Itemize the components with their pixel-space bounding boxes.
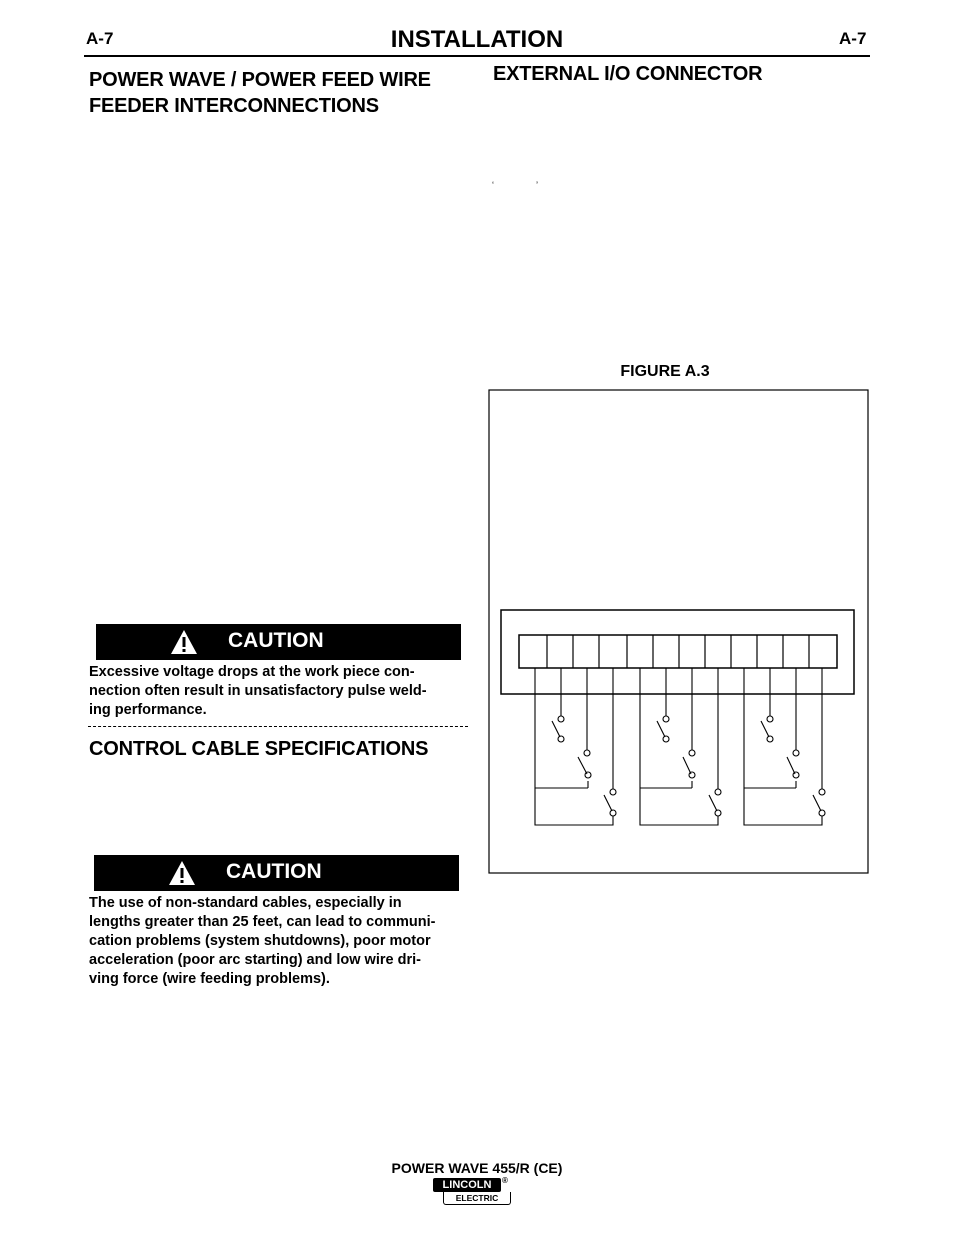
warning-triangle-icon	[168, 860, 196, 886]
caution-banner	[96, 624, 461, 660]
wire-common-2	[640, 668, 718, 825]
section-title-line: FEEDER INTERCONNECTIONS	[89, 95, 379, 117]
caution-text-line: acceleration (poor arc starting) and low wire dri-	[89, 952, 421, 968]
caution-banner	[94, 855, 459, 891]
page-number-right: A-7	[839, 29, 867, 48]
switch-wiring	[535, 668, 825, 825]
page-title: INSTALLATION	[390, 26, 564, 53]
wire-common-1	[535, 668, 613, 825]
caution-text-line: ving force (wire feeding problems).	[89, 971, 330, 987]
section-title-interconnections	[89, 67, 431, 119]
figure-frame	[489, 390, 868, 873]
figure-caption: FIGURE A.3	[620, 363, 710, 380]
open-quote-mark: ‘	[492, 180, 494, 190]
caution-text	[89, 894, 465, 989]
close-quote-mark: ’	[536, 180, 538, 190]
caution-text-line: The use of non-standard cables, especially in	[89, 895, 402, 911]
dashed-divider	[88, 726, 468, 727]
header-rule	[84, 55, 870, 57]
page-number-left: A-7	[86, 29, 114, 48]
caution-text-line: lengths greater than 25 feet, can lead to communi-	[89, 914, 436, 930]
section-title-line: POWER WAVE / POWER FEED WIRE	[89, 69, 431, 91]
registered-mark: ®	[502, 1176, 508, 1185]
caution-text-line: ing performance.	[89, 702, 207, 718]
logo-bottom-bar: ELECTRIC	[443, 1192, 511, 1205]
section-title-control-cable: CONTROL CABLE SPECIFICATIONS	[89, 738, 429, 760]
logo-top-bar: LINCOLN	[433, 1178, 501, 1192]
io-connector-diagram	[488, 389, 870, 875]
caution-text	[89, 663, 465, 720]
lincoln-electric-logo	[433, 1178, 511, 1206]
footer-model-name: POWER WAVE 455/R (CE)	[391, 1160, 563, 1176]
caution-text-line: Excessive voltage drops at the work piece con-	[89, 664, 415, 680]
terminal-block	[519, 635, 837, 668]
wire-common-3	[744, 668, 822, 825]
caution-label: CAUTION	[226, 860, 322, 883]
terminal-strip	[519, 635, 837, 668]
section-title-external-io: EXTERNAL I/O CONNECTOR	[493, 63, 763, 85]
caution-label: CAUTION	[228, 629, 324, 652]
caution-text-line: nection often result in unsatisfactory pulse weld-	[89, 683, 427, 699]
connector-housing	[501, 610, 854, 694]
warning-triangle-icon	[170, 629, 198, 655]
caution-text-line: cation problems (system shutdowns), poor motor	[89, 933, 431, 949]
